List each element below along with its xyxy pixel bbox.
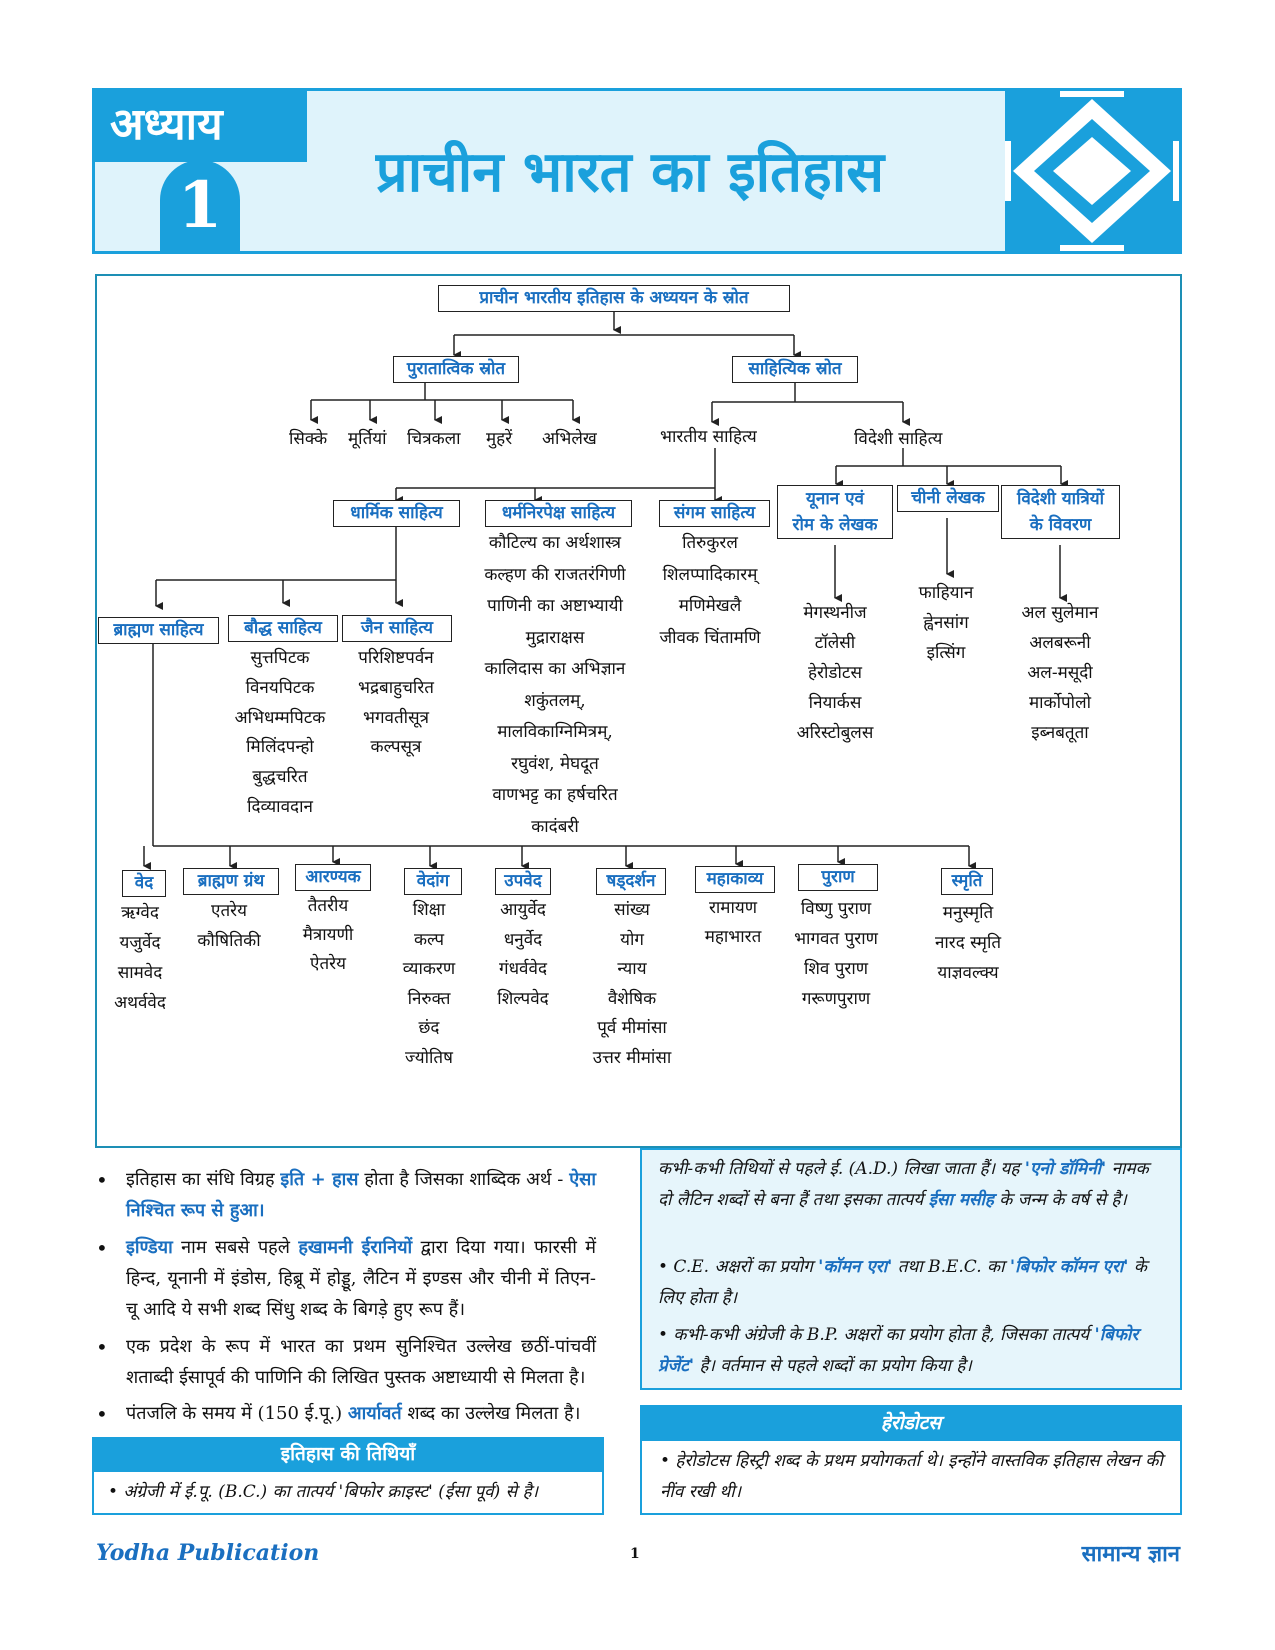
upved-list (480, 896, 566, 1014)
buddhist-node: बौद्ध साहित्य (228, 615, 338, 642)
chapter-title: प्राचीन भारत का इतिहास (375, 139, 885, 205)
list-item: एतरेय (211, 901, 247, 921)
bullet-highlight: ऐसा निश्चित रूप से हुआ। (126, 1169, 596, 1221)
aranyak-node: आरण्यक (295, 864, 371, 891)
list-item: अल सुलेमान (1021, 603, 1099, 623)
bullet-3 (126, 1331, 596, 1393)
list-item: शिल्पवेद (497, 988, 549, 1009)
list-item: ज्योतिष (405, 1047, 453, 1068)
list-item: दिव्यावदान (247, 796, 313, 817)
list-item: नियार्कस (808, 693, 862, 713)
bullet-4 (126, 1398, 606, 1429)
list-item: छंद (418, 1018, 440, 1038)
bullet-text: होता है जिसका शाब्दिक अर्थ - (358, 1169, 570, 1190)
list-item: कालिदास का अभिज्ञान (484, 659, 626, 679)
list-item: विष्णु पुराण (800, 899, 872, 919)
list-item: मिलिंदपन्हो (246, 737, 314, 758)
mahakavya-list (690, 894, 776, 952)
upved-node: उपवेद (495, 868, 551, 895)
list-item: सांख्य (614, 900, 650, 920)
chinese-node: चीनी लेखक (897, 485, 999, 512)
root-node: प्राचीन भारतीय इतिहास के अध्ययन के स्रोत (438, 285, 790, 312)
archaeo-item: मूर्तियां (348, 429, 387, 449)
list-item: सामवेद (117, 963, 163, 983)
list-item: नारद स्मृति (934, 933, 1002, 953)
greek-roman-node (777, 485, 893, 539)
list-item: रामायण (708, 898, 758, 918)
religious-node: धार्मिक साहित्य (333, 500, 460, 527)
bullet-2 (126, 1232, 596, 1325)
list-item: सुत्तपिटक (250, 648, 310, 668)
bullet-text: द्वारा दिया गया। फारसी में हिन्द, यूनानी में इंडोस, हिब्रू में होड्डू, लैटिन में इण्डस और चीनी में तिएन-चू आदि ये सभी शब्द सिंधु शब्द के बिगड़े हुए रूप हैं। (126, 1237, 596, 1320)
herodotus-box-text: • हेरोडोटस हिस्ट्री शब्द के प्रथम प्रयोगकर्ता थे। इन्होंने वास्तविक इतिहास लेखन की नींव रखी थी। (660, 1451, 1163, 1502)
list-item: अल-मसूदी (1027, 663, 1093, 683)
list-item: गरूणपुराण (801, 989, 871, 1009)
list-item: मैत्रायणी (302, 925, 354, 945)
info-text: • कभी-कभी अंग्रेजी के B.P. अक्षरों का प्रयोग होता है, जिसका तात्पर्य (658, 1325, 1095, 1345)
archaeological-node: पुरातात्विक स्रोत (393, 356, 519, 383)
shaddarshan-node: षड्दर्शन (596, 868, 666, 895)
secular-list (480, 528, 630, 843)
travellers-list (1004, 598, 1116, 748)
list-item: उत्तर मीमांसा (592, 1047, 672, 1068)
info-highlight: 'एनो डॉमिनी' (1024, 1159, 1107, 1179)
list-item: धनुर्वेद (503, 929, 543, 950)
herodotus-box-title: हेरोडोटस (640, 1405, 1182, 1441)
greek-roman-line1: यूनान एवं (806, 489, 864, 509)
list-item: याज्ञवल्क्य (937, 963, 999, 983)
list-item: न्याय (617, 959, 647, 979)
mahakavya-node: महाकाव्य (695, 866, 775, 893)
bullet-dot: • (96, 1168, 108, 1192)
veda-node: वेद (122, 870, 166, 897)
shaddarshan-list (580, 896, 684, 1073)
info-text: कभी-कभी तिथियों से पहले ई. (A.D.) लिखा जाता हैं। यह (658, 1159, 1025, 1179)
list-item: इब्नबतूता (1031, 723, 1089, 743)
list-item: हेरोडोटस (808, 663, 862, 683)
bullet-highlight: इति + हास (280, 1169, 359, 1190)
era-info-p1 (658, 1154, 1166, 1216)
publisher-name: Yodha Publication (96, 1540, 320, 1566)
info-text: तथा B.E.C. का (892, 1257, 1010, 1277)
list-item: गंधर्ववेद (499, 959, 547, 979)
list-item: शिव पुराण (803, 959, 869, 979)
info-highlight: 'कॉमन एरा' (818, 1257, 893, 1277)
list-item: भद्रबाहुचरित (358, 677, 434, 698)
greek-roman-line2: रोम के लेखक (792, 515, 878, 535)
list-item: व्याकरण (402, 959, 456, 979)
archaeo-item: मुहरें (486, 429, 513, 449)
chapter-number: 1 (177, 168, 223, 243)
brahmana-granth-list (186, 896, 272, 956)
buddhist-list (225, 644, 335, 823)
dates-box-title: इतिहास की तिथियाँ (92, 1437, 604, 1472)
list-item: वाणभट्ट का हर्षचरित (492, 785, 618, 805)
bullet-text: इतिहास का संधि विग्रह (126, 1169, 281, 1190)
jain-node: जैन साहित्य (342, 615, 452, 642)
list-item: अभिधम्मपिटक (234, 707, 326, 728)
list-item: कौटिल्य का अर्थशास्त्र (488, 533, 622, 553)
list-item: पाणिनी का अष्टाभ्यायी (487, 596, 623, 616)
bullet-text: पंतजलि के समय में (150 ई.पू.) (126, 1403, 348, 1424)
list-item: ऋग्वेद (121, 903, 159, 923)
travellers-line1: विदेशी यात्रियों (1016, 489, 1105, 509)
puran-list (780, 894, 892, 1014)
list-item: परिशिष्टपर्वन (358, 648, 434, 668)
bullet-dot: • (96, 1402, 108, 1426)
list-item: विनयपिटक (245, 677, 315, 698)
chinese-list (900, 578, 992, 668)
info-text: के लिए होता है। (658, 1257, 1147, 1308)
info-text: • C.E. अक्षरों का प्रयोग (658, 1257, 819, 1277)
bullet-highlight: इण्डिया (126, 1237, 173, 1258)
list-item: शकुंतलम्, (524, 690, 586, 711)
list-item: शिक्षा (412, 900, 446, 920)
subject-name: सामान्य ज्ञान (1081, 1541, 1180, 1567)
vedang-list (388, 896, 470, 1073)
list-item: ऐतरेय (310, 954, 346, 974)
list-item: कल्पसूत्र (370, 737, 422, 758)
list-item: पूर्व मीमांसा (597, 1018, 667, 1038)
list-item: शिलप्पादिकारम् (662, 564, 758, 585)
list-item: वैशेषिक (607, 988, 657, 1009)
list-item: इत्सिंग (926, 643, 966, 663)
list-item: तैतरीय (307, 896, 349, 916)
info-text: नामक दो लैटिन शब्दों से बना हैं तथा इसका तात्पर्य (658, 1159, 1149, 1210)
jain-list (340, 644, 452, 763)
list-item: बुद्धचरित (252, 767, 308, 788)
list-item: फाहियान (918, 583, 974, 603)
list-item: कौषितिकी (197, 931, 261, 951)
sangam-node: संगम साहित्य (659, 500, 770, 527)
list-item: कल्हण की राजतरंगिणी (484, 564, 626, 585)
diamond-decoration-icon (1005, 91, 1179, 251)
bullet-highlight: हखामनी ईरानियों (298, 1237, 413, 1258)
era-info-p3 (658, 1320, 1166, 1382)
list-item: कादंबरी (531, 816, 579, 837)
list-item: अलबरूनी (1029, 633, 1091, 653)
list-item: निरुक्त (407, 988, 451, 1009)
travellers-node (1001, 485, 1120, 539)
list-item: अथर्ववेद (114, 993, 166, 1013)
archaeo-item: अभिलेख (542, 429, 597, 449)
list-item: भगवतीसूत्र (363, 707, 429, 728)
secular-node: धर्मनिरपेक्ष साहित्य (485, 500, 632, 527)
puran-node: पुराण (798, 864, 878, 891)
page-number: 1 (630, 1546, 640, 1562)
list-item: महाभारत (704, 927, 762, 947)
list-item: योग (620, 929, 644, 950)
info-highlight: ईसा मसीह (928, 1190, 994, 1210)
list-item: मनुस्मृति (942, 903, 994, 923)
list-item: भागवत पुराण (794, 929, 878, 949)
smriti-node: स्मृति (941, 868, 993, 895)
list-item: मार्कोपोलो (1028, 693, 1092, 713)
list-item: ह्वेनसांग (923, 613, 969, 633)
list-item: टॉलेसी (814, 633, 856, 653)
chapter-word: अध्याय (110, 99, 223, 150)
list-item: रघुवंश, मेघदूत (511, 753, 599, 774)
bullet-dot: • (96, 1236, 108, 1260)
bullet-highlight: आर्यावर्त (347, 1403, 402, 1424)
smriti-list (918, 898, 1018, 988)
list-item: तिरुकुरल (682, 533, 738, 553)
info-highlight: 'बिफोर प्रेजेंट' (658, 1325, 1139, 1376)
sangam-list (650, 528, 770, 654)
bullet-text: शब्द का उल्लेख मिलता है। (401, 1403, 581, 1424)
list-item: जीवक चिंतामणि (659, 627, 761, 648)
bullet-text: एक प्रदेश के रूप में भारत का प्रथम सुनिश्चित उल्लेख छठीं-पांचवीं शताब्दी ईसापूर्व की पाणिनि की लिखित पुस्तक अष्टाध्यायी से मिलता है। (126, 1336, 596, 1388)
list-item: मेगस्थनीज (803, 603, 867, 623)
dates-box-text: • अंग्रेजी में ई.पू. (B.C.) का तात्पर्य 'बिफोर क्राइस्ट' (ईसा पूर्व) से है। (108, 1482, 539, 1502)
aranyak-list (288, 892, 368, 979)
bullet-1 (126, 1164, 596, 1226)
era-info-p2 (658, 1252, 1166, 1314)
info-text: के जन्म के वर्ष से है। (993, 1190, 1127, 1210)
bullet-text: नाम सबसे पहले (172, 1237, 299, 1258)
info-text: है। वर्तमान से पहले शब्दों का प्रयोग किया है। (694, 1356, 972, 1376)
literary-node: साहित्यिक स्रोत (732, 356, 858, 383)
foreign-literature-label: विदेशी साहित्य (854, 429, 943, 449)
archaeo-item: सिक्के (289, 429, 328, 449)
archaeo-item: चित्रकला (407, 429, 461, 449)
brahmana-granth-node: ब्राह्मण ग्रंथ (183, 868, 279, 895)
list-item: कल्प (413, 929, 444, 950)
list-item: मणिमेखलै (678, 596, 742, 616)
brahman-node: ब्राह्मण साहित्य (98, 617, 219, 644)
vedang-node: वेदांग (404, 868, 462, 895)
list-item: मालविकाग्निमित्रम्, (497, 722, 613, 742)
list-item: आयुर्वेद (500, 900, 546, 920)
list-item: मुद्राराक्षस (525, 627, 585, 648)
greek-roman-list (780, 598, 890, 748)
list-item: अरिस्टोबुलस (796, 723, 874, 743)
list-item: यजुर्वेद (119, 933, 161, 953)
veda-list (100, 898, 180, 1018)
bullet-dot: • (96, 1335, 108, 1359)
info-highlight: 'बिफोर कॉमन एरा' (1009, 1257, 1129, 1277)
indian-literature-label: भारतीय साहित्य (660, 427, 757, 447)
travellers-line2: के विवरण (1029, 515, 1092, 535)
